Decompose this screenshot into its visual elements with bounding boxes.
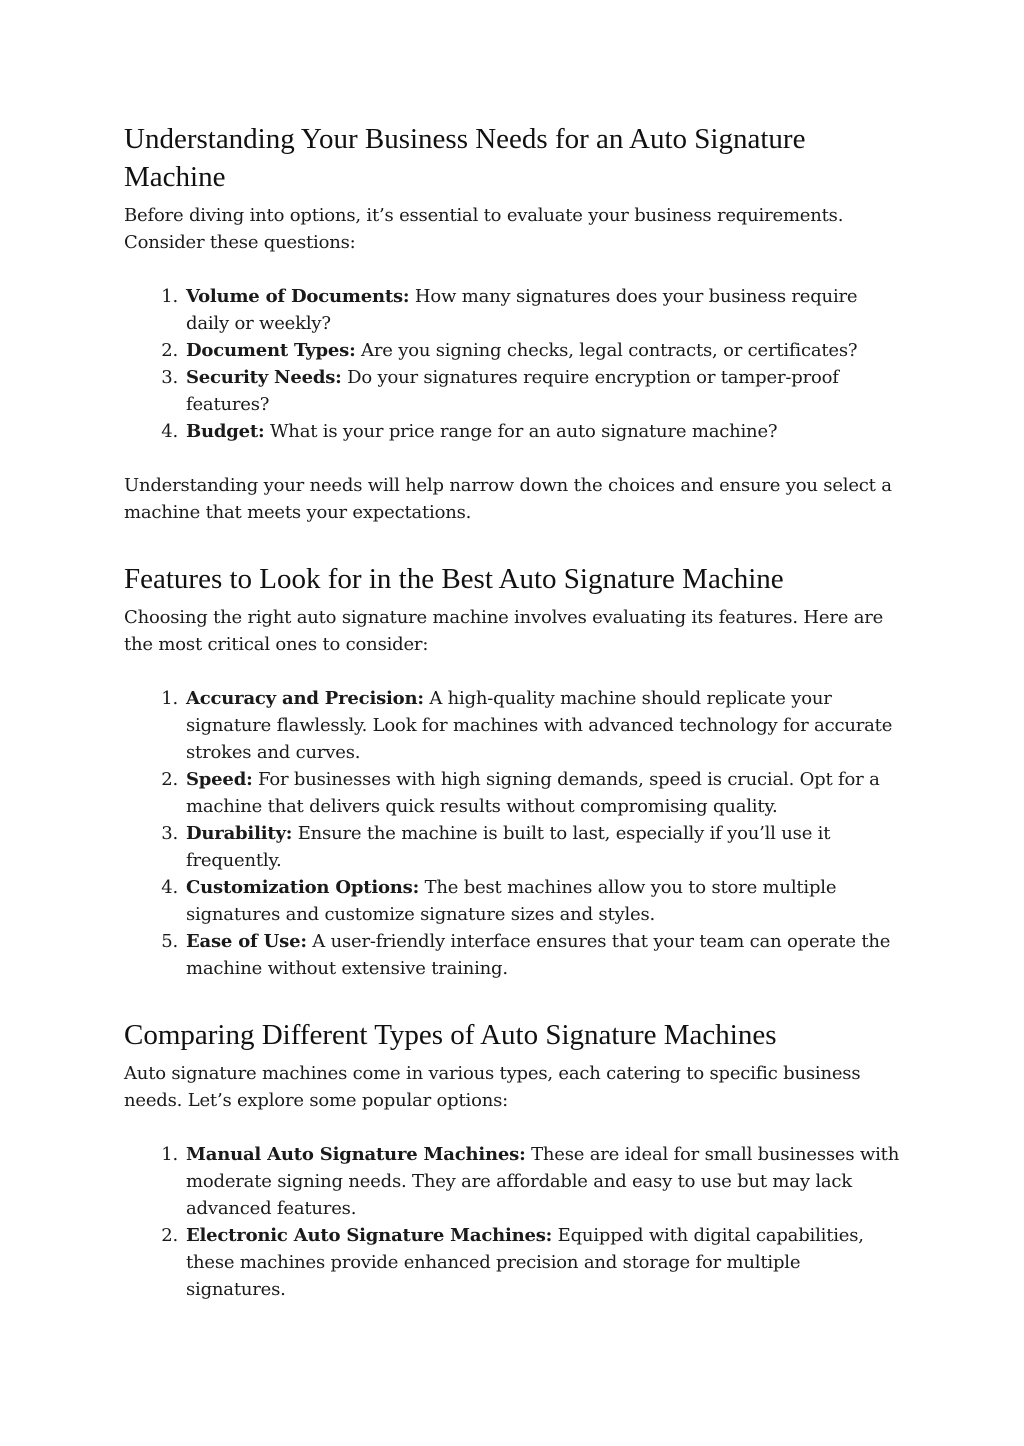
list-number: 4.: [161, 877, 178, 898]
list-item-text: What is your price range for an auto signature machine?: [264, 421, 778, 442]
list-item-term: Customization Options:: [186, 877, 420, 898]
list-item-term: Accuracy and Precision:: [186, 688, 424, 709]
list-item-text: Ensure the machine is built to last, especially if you’ll use it frequently.: [186, 823, 831, 871]
document-page: [124, 120, 904, 1303]
list-item: [124, 820, 904, 874]
list-number: 2.: [161, 1225, 178, 1246]
section-comparing-types: [124, 1016, 904, 1303]
list-item-text: For businesses with high signing demands, speed is crucial. Opt for a machine that delivers quick results without compromising quality.: [186, 769, 880, 817]
list-item-text: A high-quality machine should replicate your signature flawlessly. Look for machines with advanced technology for accurate strokes and curves.: [186, 688, 893, 763]
section-outro: Understanding your needs will help narrow down the choices and ensure you select a machine that meets your expectations.: [124, 475, 892, 523]
list-item-term: Manual Auto Signature Machines:: [186, 1144, 526, 1165]
list-item-term: Volume of Documents:: [186, 286, 410, 307]
types-list: [124, 1141, 904, 1303]
list-number: 2.: [161, 340, 178, 361]
list-number: 1.: [161, 1144, 178, 1165]
list-number: 5.: [161, 931, 178, 952]
list-item: [124, 337, 904, 364]
list-item: [124, 766, 904, 820]
features-list: [124, 685, 904, 982]
list-item: [124, 283, 904, 337]
list-number: 4.: [161, 421, 178, 442]
list-item-term: Electronic Auto Signature Machines:: [186, 1225, 553, 1246]
list-number: 3.: [161, 823, 178, 844]
list-item: [124, 1222, 904, 1303]
section-business-needs: [124, 120, 904, 526]
list-number: 1.: [161, 286, 178, 307]
list-item-term: Budget:: [186, 421, 265, 442]
list-item-term: Speed:: [186, 769, 253, 790]
list-item: [124, 685, 904, 766]
list-item: [124, 1141, 904, 1222]
list-item: [124, 364, 904, 418]
list-item-text: How many signatures does your business require daily or weekly?: [186, 286, 858, 334]
list-number: 1.: [161, 688, 178, 709]
list-item-term: Ease of Use:: [186, 931, 307, 952]
section-intro: Before diving into options, it’s essential to evaluate your business requirements. Consider these questions:: [124, 205, 844, 253]
list-item: [124, 874, 904, 928]
list-item: [124, 928, 904, 982]
section-intro: Choosing the right auto signature machine involves evaluating its features. Here are the most critical ones to consider:: [124, 607, 884, 655]
section-heading: Features to Look for in the Best Auto Signature Machine: [124, 563, 784, 595]
list-item-text: These are ideal for small businesses with moderate signing needs. They are affordable and easy to use but may lack advanced features.: [186, 1144, 900, 1219]
list-item-term: Document Types:: [186, 340, 356, 361]
list-number: 2.: [161, 769, 178, 790]
list-item-text: A user-friendly interface ensures that your team can operate the machine without extensive training.: [186, 931, 891, 979]
questions-list: [124, 283, 904, 445]
list-item-text: Do your signatures require encryption or tamper-proof features?: [186, 367, 839, 415]
section-features: [124, 560, 904, 982]
list-item-term: Security Needs:: [186, 367, 342, 388]
list-item-term: Durability:: [186, 823, 293, 844]
list-item-text: Equipped with digital capabilities, these machines provide enhanced precision and storage for multiple signatures.: [186, 1225, 864, 1300]
section-heading: Comparing Different Types of Auto Signature Machines: [124, 1019, 777, 1051]
list-number: 3.: [161, 367, 178, 388]
list-item: [124, 418, 904, 445]
list-item-text: Are you signing checks, legal contracts, or certificates?: [355, 340, 858, 361]
list-item-text: The best machines allow you to store multiple signatures and customize signature sizes and styles.: [186, 877, 837, 925]
section-intro: Auto signature machines come in various types, each catering to specific business needs. Let’s explore some popular options:: [124, 1063, 861, 1111]
section-heading: Understanding Your Business Needs for an Auto Signature Machine: [124, 123, 806, 193]
